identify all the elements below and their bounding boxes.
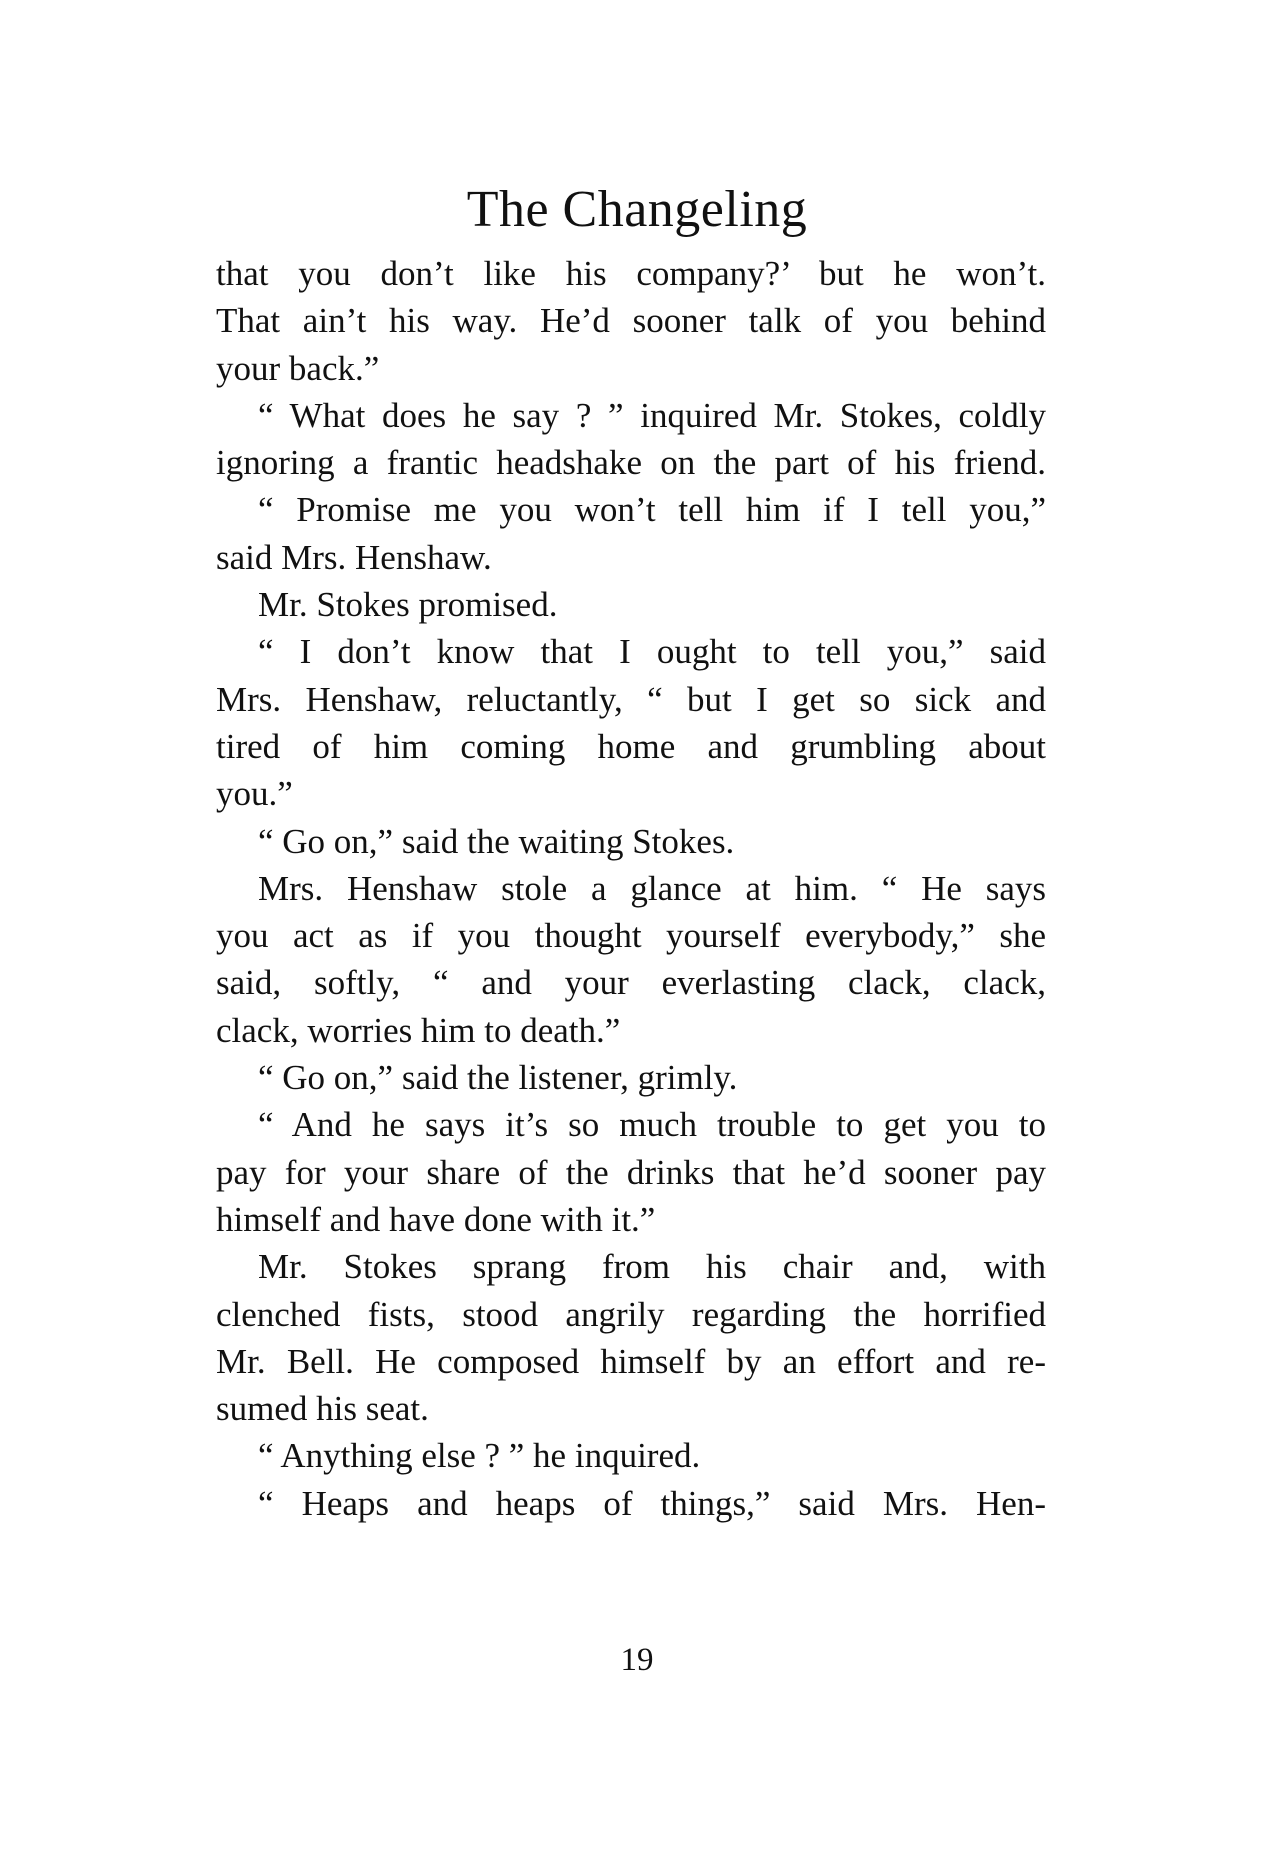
text-line: himself and have done with it.” — [216, 1199, 656, 1239]
text-line: tired of him coming home and grumbling about — [216, 726, 1046, 766]
text-line: “ I don’t know that I ought to tell you,” said — [258, 632, 1046, 672]
text-line: you act as if you thought yourself everybody,” she — [216, 916, 1046, 956]
text-line: clenched fists, stood angrily regarding the horrified — [216, 1294, 1046, 1334]
text-line: Mr. Stokes sprang from his chair and, with — [258, 1247, 1046, 1287]
text-line: That ain’t his way. He’d sooner talk of you behind — [216, 301, 1046, 341]
text-line: “ Go on,” said the waiting Stokes. — [258, 821, 735, 861]
text-line: Mr. Stokes promised. — [258, 585, 558, 625]
text-line: ignoring a frantic headshake on the part of his friend. — [216, 443, 1046, 483]
text-line: “ Promise me you won’t tell him if I tell you,” — [258, 490, 1046, 530]
text-line: said, softly, “ and your everlasting clack, clack, — [216, 963, 1046, 1003]
running-head: The Changeling — [466, 181, 808, 238]
text-line: Mr. Bell. He composed himself by an effort and re- — [216, 1341, 1046, 1381]
page-number: 19 — [620, 1642, 654, 1678]
text-line: said Mrs. Henshaw. — [216, 537, 492, 577]
text-line: you.” — [216, 774, 293, 814]
text-line: that you don’t like his company?’ but he won’t. — [216, 254, 1046, 293]
text-line: “ Anything else ? ” he inquired. — [258, 1436, 701, 1476]
body-text — [216, 250, 1046, 1527]
text-line: “ And he says it’s so much trouble to get you to — [258, 1105, 1046, 1145]
text-line: Mrs. Henshaw, reluctantly, “ but I get so sick and — [216, 679, 1046, 719]
text-line: “ What does he say ? ” inquired Mr. Stokes, coldly — [258, 395, 1046, 435]
text-line: clack, worries him to death.” — [216, 1010, 621, 1050]
text-line: pay for your share of the drinks that he’d sooner pay — [216, 1152, 1046, 1192]
text-line: Mrs. Henshaw stole a glance at him. “ He says — [258, 868, 1046, 908]
text-line: sumed his seat. — [216, 1389, 429, 1429]
text-line: “ Go on,” said the listener, grimly. — [258, 1058, 738, 1098]
text-line: “ Heaps and heaps of things,” said Mrs. Hen- — [258, 1483, 1046, 1523]
text-line: your back.” — [216, 348, 380, 388]
